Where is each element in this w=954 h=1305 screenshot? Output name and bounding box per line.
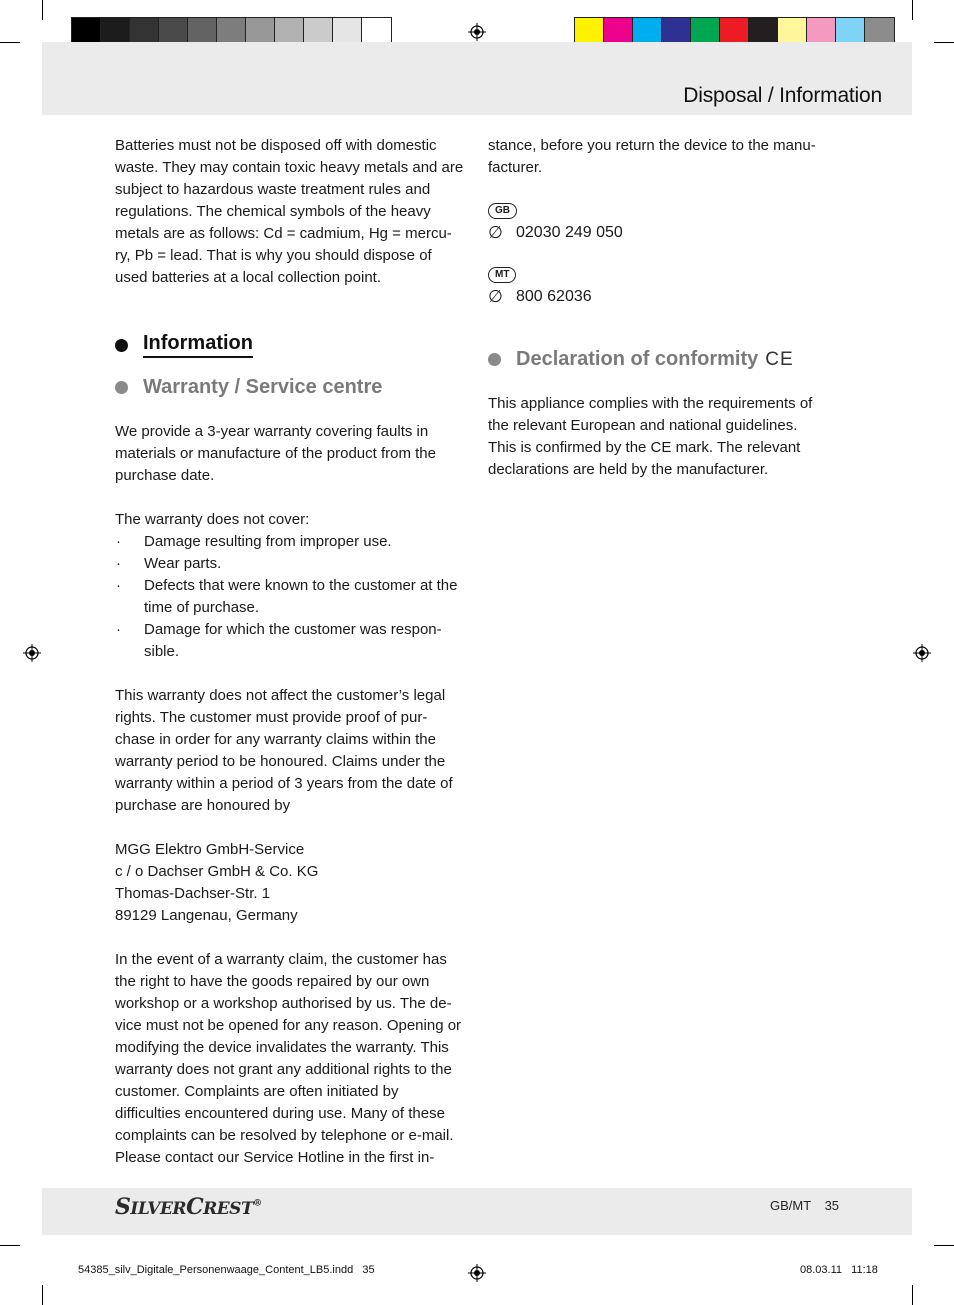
- page-title: Disposal / Information: [683, 84, 882, 107]
- list-item: · Damage resulting from improper use.: [115, 531, 467, 553]
- not-cover-list: [115, 531, 467, 663]
- address-line: 89129 Langenau, Germany: [115, 907, 298, 924]
- not-cover-label: The warranty does not cover:: [115, 511, 310, 528]
- crop-mark: [42, 1285, 43, 1305]
- hotline-mt: [488, 264, 828, 308]
- phone-slash-icon: ∅: [488, 223, 503, 242]
- information-heading: [115, 332, 467, 358]
- crop-mark: [0, 1245, 20, 1246]
- crop-mark: [912, 0, 913, 20]
- registration-mark-icon: [468, 23, 486, 41]
- list-item: · Damage for which the customer was respon-sible.: [115, 619, 467, 663]
- crop-mark: [934, 42, 954, 43]
- country-badge: GB: [488, 203, 517, 219]
- registration-mark-icon: [913, 644, 931, 662]
- hotline-row: [488, 286, 828, 308]
- crop-mark: [934, 1245, 954, 1246]
- logo-letter: S: [115, 1194, 131, 1220]
- page-info: [770, 1198, 839, 1213]
- address-line: c / o Dachser GmbH & Co. KG: [115, 863, 319, 880]
- continuation-paragraph: stance, before you return the device to the manu-facturer.: [488, 137, 816, 176]
- bullet-dot-icon: [115, 339, 128, 352]
- slug-filename: 54385_silv_Digitale_Personenwaage_Content_LB5.indd 35: [78, 1264, 375, 1276]
- logo-letter: C: [186, 1194, 204, 1220]
- ce-mark-icon: CE: [765, 348, 794, 370]
- information-heading-text: Information: [143, 332, 253, 358]
- list-item: · Wear parts.: [115, 553, 467, 575]
- service-address: [115, 839, 467, 927]
- hotline-number: 02030 249 050: [516, 224, 623, 241]
- crop-mark: [42, 0, 43, 20]
- page-number: 35: [824, 1198, 840, 1213]
- conformity-paragraph: This appliance complies with the requirements of the relevant European and national guidelines. This is confirmed by the CE mark. The relevant declarations are held by the manufacturer.: [488, 395, 813, 478]
- warranty-heading: [115, 376, 467, 399]
- crop-mark: [0, 42, 20, 43]
- legal-rights-paragraph: This warranty does not affect the customer’s legal rights. The customer must provide proof of pur-chase in order for any warranty claims within the warranty period to be honoured. Claims under the warranty within a period of 3 years from the date of purchase are honoured by: [115, 687, 453, 814]
- list-item: · Defects that were known to the customer at the time of purchase.: [115, 575, 467, 619]
- logo-text: REST: [203, 1199, 254, 1219]
- registered-mark: ®: [253, 1198, 262, 1209]
- warranty-claim-paragraph: In the event of a warranty claim, the customer has the right to have the goods repaired by our own workshop or a workshop authorised by us. The de-vice must not be opened for any reason. Opening or modifying the device invalidates the warranty. This warranty does not grant any additional rights to the customer. Complaints are often initiated by difficulties encountered during use. Many of these complaints can be resolved by telephone or e-mail. Please contact our Service Hotline in the first in-: [115, 951, 462, 1166]
- country-badge: MT: [488, 267, 516, 283]
- brand-logo: [115, 1194, 262, 1220]
- warranty-intro-paragraph: We provide a 3-year warranty covering faults in materials or manufacture of the product from the purchase date.: [115, 423, 436, 484]
- hotline-gb: [488, 200, 828, 244]
- logo-text: ILVER: [130, 1199, 187, 1219]
- conformity-heading: [488, 348, 828, 371]
- page-label: GB/MT: [770, 1198, 811, 1213]
- slug-date: 08.03.11 11:18: [800, 1264, 878, 1276]
- hotline-number: 800 62036: [516, 288, 592, 305]
- phone-slash-icon: ∅: [488, 287, 503, 306]
- bullet-dot-icon: [115, 381, 128, 394]
- address-line: Thomas-Dachser-Str. 1: [115, 885, 271, 902]
- registration-mark-icon: [468, 1264, 486, 1282]
- registration-mark-icon: [23, 644, 41, 662]
- left-column: [115, 135, 467, 1169]
- hotline-row: [488, 222, 828, 244]
- crop-mark: [912, 1285, 913, 1305]
- conformity-heading-text: Declaration of conformity: [516, 348, 759, 370]
- warranty-heading-text: Warranty / Service centre: [143, 376, 383, 398]
- battery-disposal-paragraph: Batteries must not be disposed off with domestic waste. They may contain toxic heavy metals and are subject to hazardous waste treatment rules and regulations. The chemical symbols of the heavy metals are as follows: Cd = cadmium, Hg = mercu-ry, Pb = lead. That is why you should dispose of used batteries at a local collection point.: [115, 137, 464, 286]
- address-line: MGG Elektro GmbH-Service: [115, 841, 305, 858]
- bullet-dot-icon: [488, 353, 501, 366]
- right-column: [488, 135, 828, 481]
